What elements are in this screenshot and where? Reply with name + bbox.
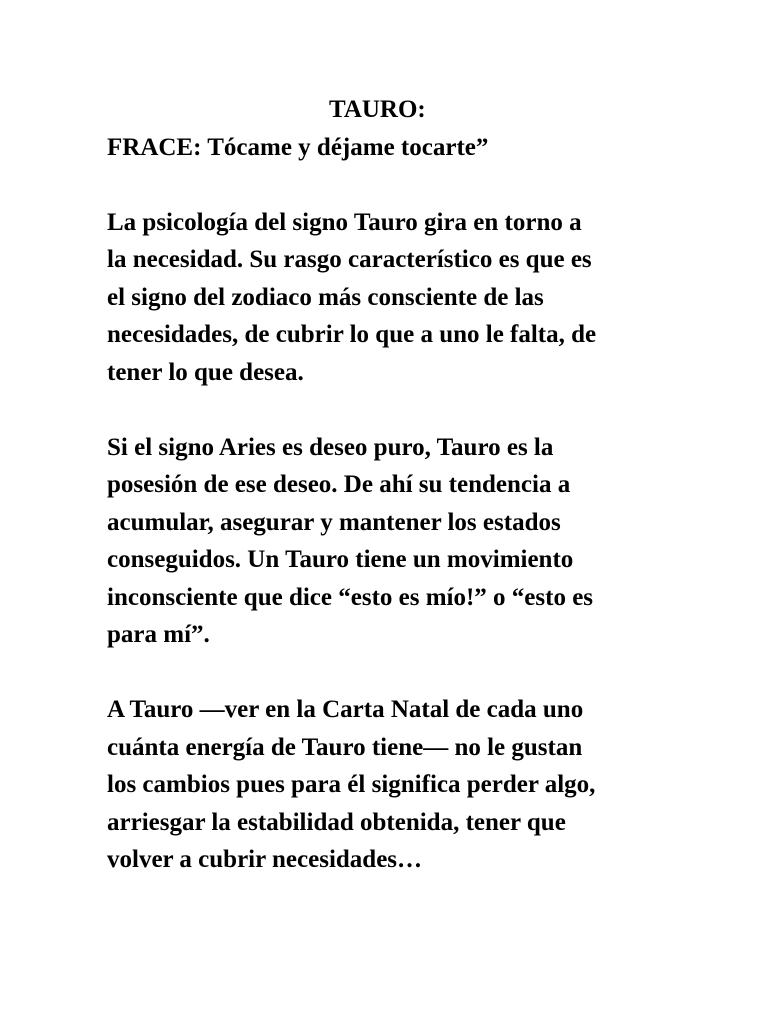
text-line: acumular, asegurar y mantener los estados <box>107 508 561 536</box>
text-line: A Tauro —ver en la Carta Natal de cada uno <box>107 696 584 723</box>
paragraph-necesidad <box>107 204 667 392</box>
text-line: tener lo que desea. <box>107 358 304 386</box>
text-line: volver a cubrir necesidades… <box>107 846 423 873</box>
text-line: La psicología del signo Tauro gira en torno a <box>107 208 582 236</box>
text-line: el signo del zodiaco más consciente de las <box>107 283 544 311</box>
paragraph-spacer <box>107 654 667 692</box>
text-line: conseguidos. Un Tauro tiene un movimiento <box>107 546 574 573</box>
text-line: para mí”. <box>107 621 210 648</box>
paragraph-cambios <box>107 691 667 879</box>
document-body <box>107 91 667 879</box>
text-line: posesión de ese deseo. De ahí su tendencia a <box>107 471 571 498</box>
text-line: los cambios pues para él significa perder algo, <box>107 771 596 798</box>
paragraph-aries <box>107 429 667 654</box>
document-phrase: FRACE: Tócame y déjame tocarte” <box>107 133 489 161</box>
text-line: necesidades, de cubrir lo que a uno le falta, de <box>107 321 597 348</box>
text-line: cuánta energía de Tauro tiene— no le gustan <box>107 733 583 761</box>
text-line: inconsciente que dice “esto es mío!” o “esto es <box>107 583 594 611</box>
document-title: TAURO: <box>329 96 426 123</box>
text-line: la necesidad. Su rasgo característico es que es <box>107 246 592 273</box>
paragraph-spacer <box>107 391 667 429</box>
text-line: arriesgar la estabilidad obtenida, tener que <box>107 808 566 836</box>
paragraph-spacer <box>107 166 667 204</box>
text-line: Si el signo Aries es deseo puro, Tauro es la <box>107 433 554 461</box>
